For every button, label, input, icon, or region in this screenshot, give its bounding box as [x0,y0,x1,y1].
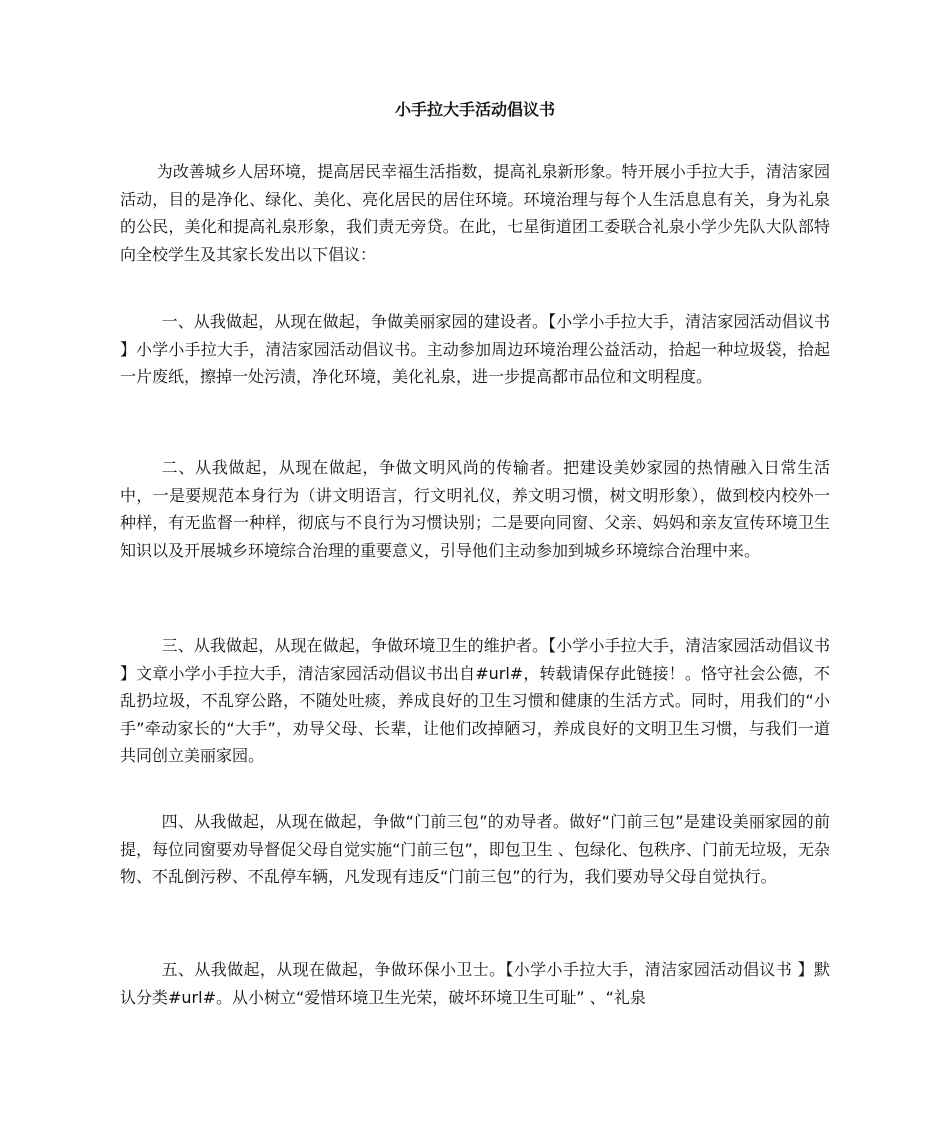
paragraph-2: 二、从我做起，从现在做起，争做文明风尚的传输者。把建设美妙家园的热情融入日常生活中，一是要规范本身行为（讲文明语言，行文明礼仪，养文明习惯，树文明形象），做到校内校外一种样，有无监督一种样，彻底与不良行为习惯诀别；二是要向同窗、父亲、妈妈和亲友宣传环境卫生知识以及开展城乡环境综合治理的重要意义，引导他们主动参加到城乡环境综合治理中来。 [120,458,830,560]
paragraph-1: 一、从我做起，从现在做起，争做美丽家园的建设者。【小学小手拉大手，清洁家园活动倡议书 】小学小手拉大手，清洁家园活动倡议书。主动参加周边环境治理公益活动，拾起一种垃圾袋，拾起一片废纸，擦掉一处污渍，净化环境，美化礼泉，进一步提高都市品位和文明程度。 [120,312,830,386]
paragraph-5: 五、从我做起，从现在做起，争做环保小卫士。【小学小手拉大手，清洁家园活动倡议书 】默认分类#url#。从小树立“爱惜环境卫生光荣，破坏环境卫生可耻” 、“礼泉 [120,960,830,1007]
intro-paragraph: 为改善城乡人居环境，提高居民幸福生活指数，提高礼泉新形象。特开展小手拉大手，清洁家园活动，目的是净化、绿化、美化、亮化居民的居住环境。环境治理与每个人生活息息有关，身为礼泉的公民，美化和提高礼泉形象，我们责无旁贷。在此，七星街道团工委联合礼泉小学少先队大队部特向全校学生及其家长发出以下倡议： [120,162,830,264]
paragraph-3: 三、从我做起，从现在做起，争做环境卫生的维护者。【小学小手拉大手，清洁家园活动倡议书 】文章小学小手拉大手，清洁家园活动倡议书出自#url#，转载请保存此链接！。恪守社会公德，不乱扔垃圾，不乱穿公路，不随处吐痰，养成良好的卫生习惯和健康的生活方式。同时，用我们的“小手”牵动家长的“大手”，劝导父母、长辈，让他们改掉陋习，养成良好的文明卫生习惯，与我们一道共同创立美丽家园。 [120,636,830,765]
document-title: 小手拉大手活动倡议书 [394,100,555,119]
paragraph-4: 四、从我做起，从现在做起，争做“门前三包”的劝导者。做好“门前三包”是建设美丽家园的前提，每位同窗要劝导督促父母自觉实施“门前三包”，即包卫生 、包绿化、包秩序、门前无垃圾，无杂物、不乱倒污秽、不乱停车辆，凡发现有违反“门前三包”的行为，我们要劝导父母自觉执行。 [120,812,830,886]
